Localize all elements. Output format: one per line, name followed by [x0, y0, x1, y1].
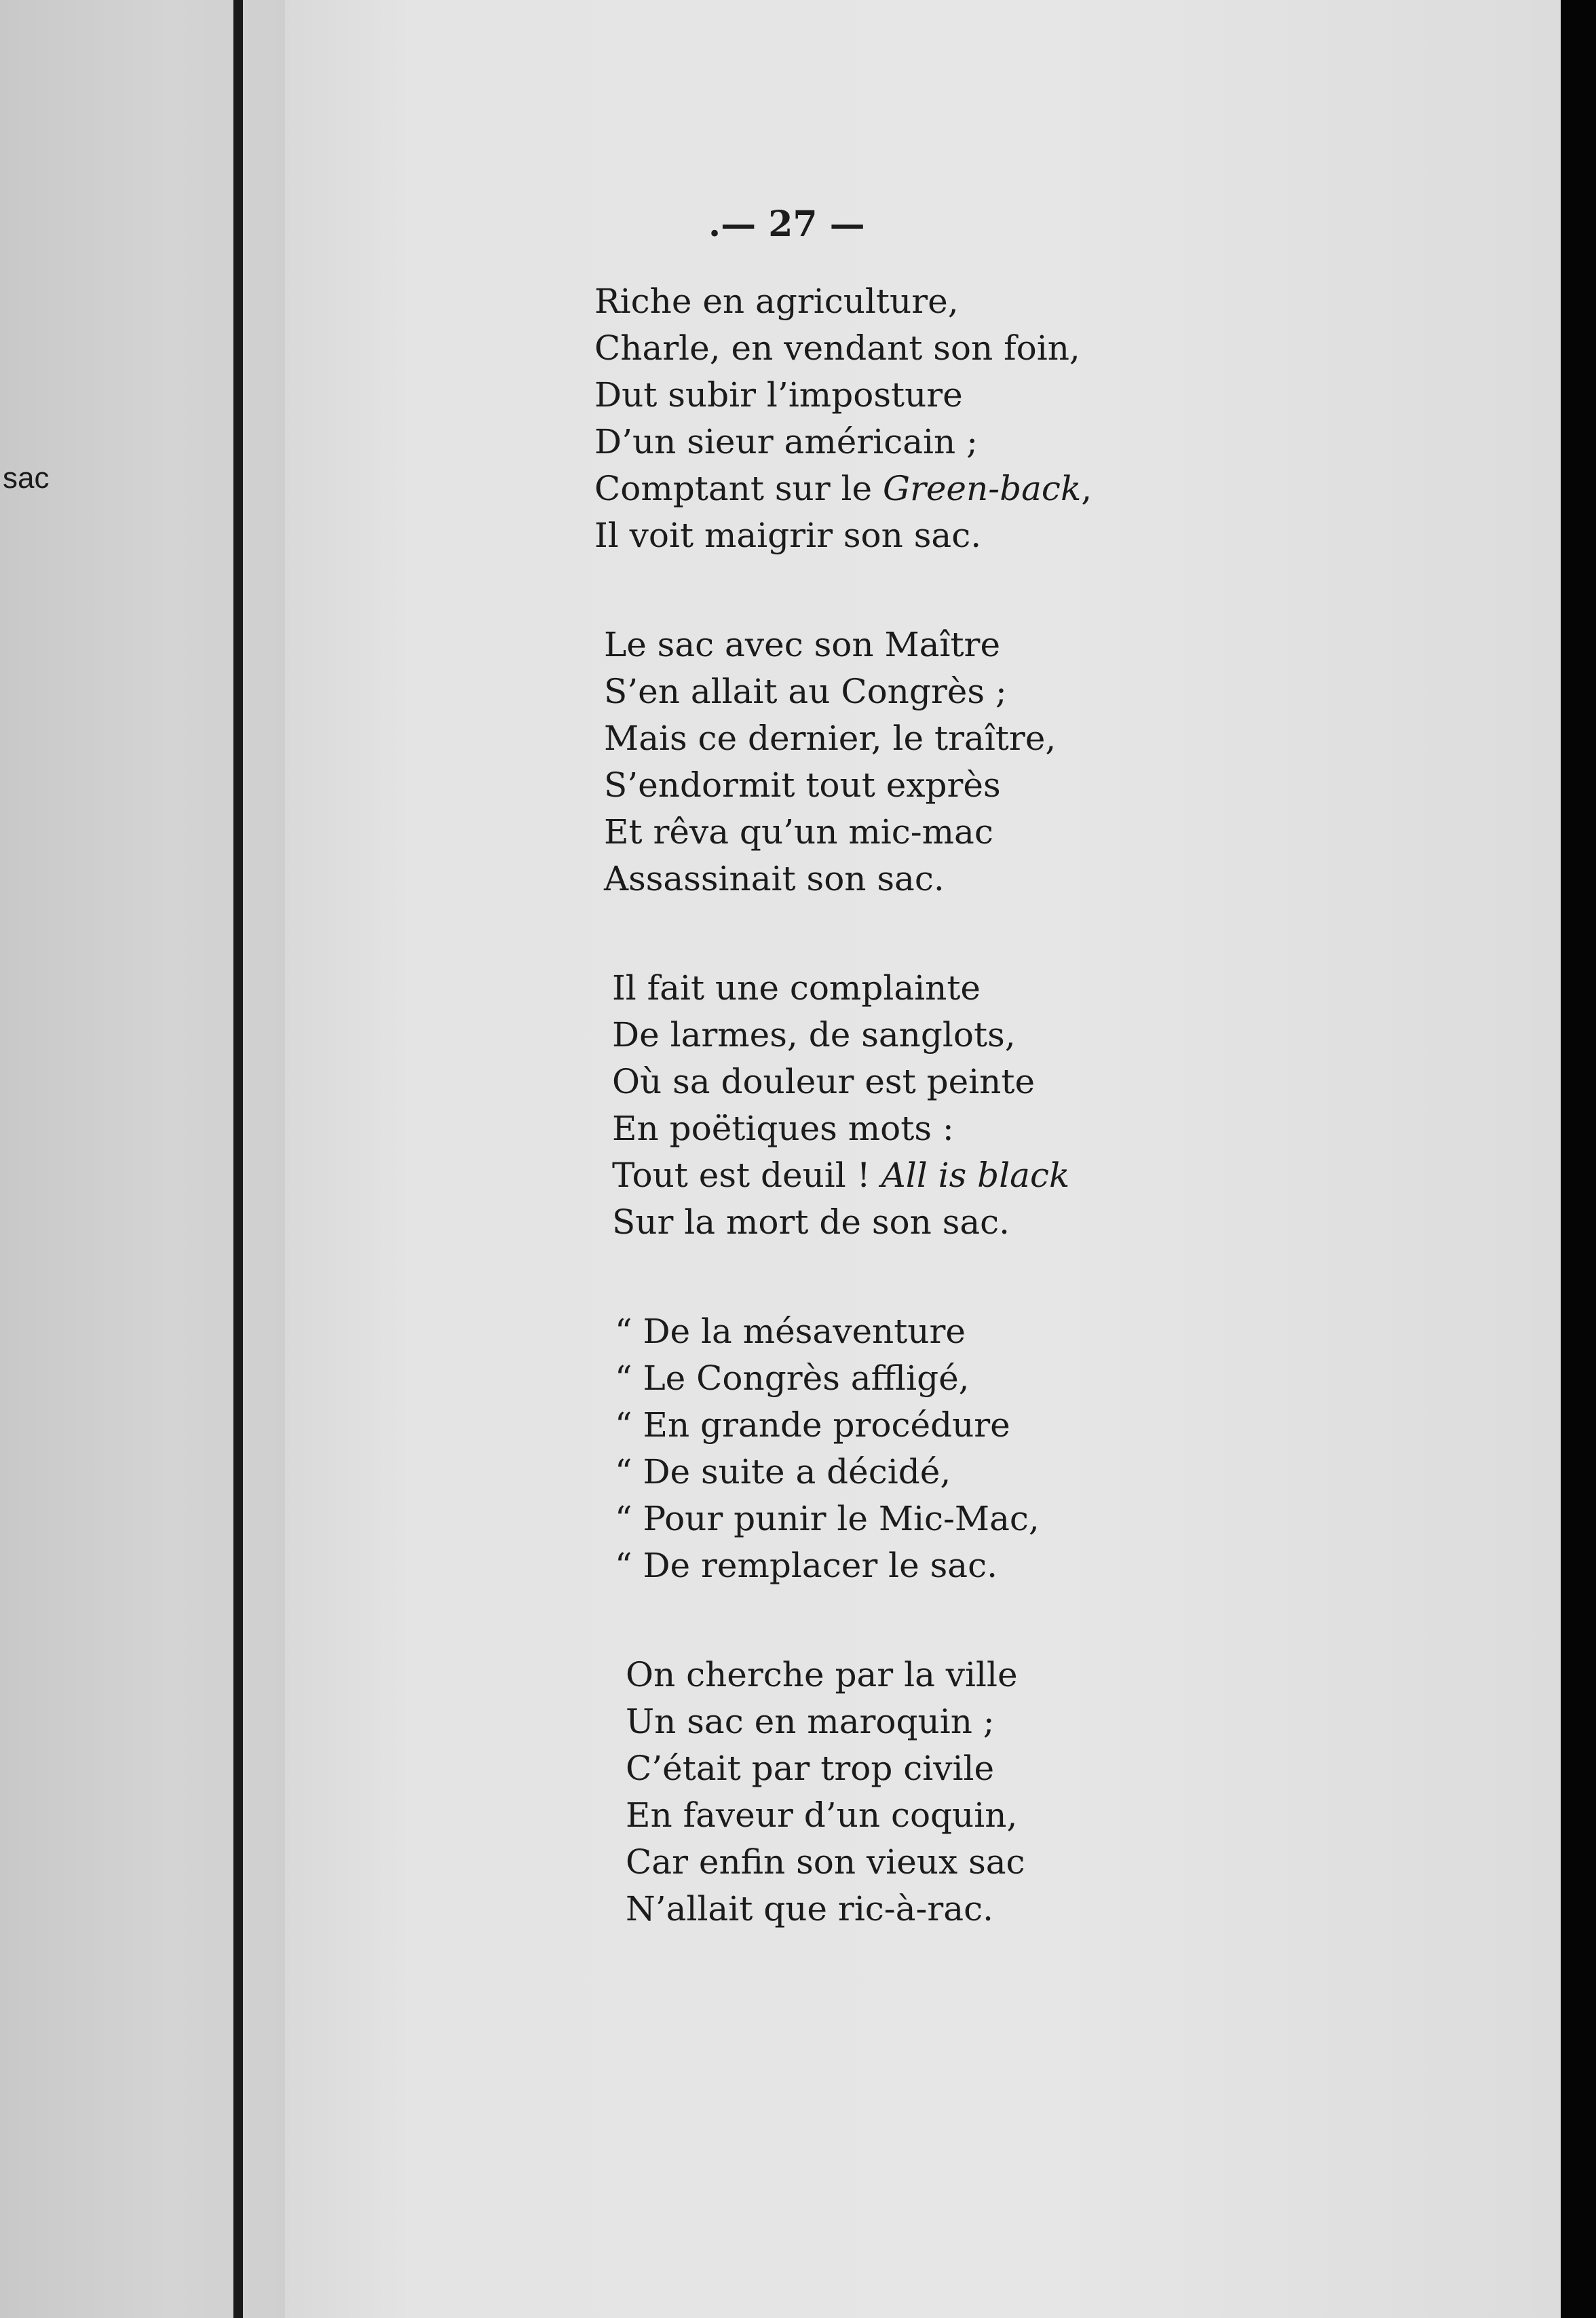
verse-line: N’allait que ric-à-rac.: [626, 1889, 994, 1928]
verse-line: “ Le Congrès affligé,: [615, 1358, 970, 1398]
verse-line: Dut subir l’imposture: [594, 375, 963, 415]
left-page-text-fragment: sac: [3, 461, 50, 495]
page-number: .— 27 —: [708, 204, 865, 245]
verse-line: Il voit maigrir son sac.: [594, 516, 982, 555]
verse-line: Tout est deuil ! All is black: [612, 1156, 1070, 1195]
stanza: [612, 965, 1092, 1246]
verse-line: C’était par trop civile: [626, 1749, 995, 1788]
verse-line: On cherche par la ville: [626, 1655, 1018, 1694]
stanza: [594, 278, 1092, 559]
gutter-rule: [233, 0, 243, 2318]
verse-line: Riche en agriculture,: [594, 282, 959, 321]
verse-line: Assassinait son sac.: [604, 859, 945, 898]
right-scan-edge: [1561, 0, 1596, 2318]
stanza: [626, 1652, 1092, 1933]
verse-line: Charle, en vendant son foin,: [594, 328, 1080, 368]
verse-line: Comptant sur le Green-back,: [594, 469, 1092, 508]
verse-line: De larmes, de sanglots,: [612, 1015, 1016, 1054]
verse-line: “ Pour punir le Mic-Mac,: [615, 1499, 1040, 1538]
verse-line: “ En grande procédure: [615, 1405, 1010, 1445]
verse-line: D’un sieur américain ;: [594, 422, 978, 461]
verse-line: Mais ce dernier, le traître,: [604, 719, 1057, 758]
stanza: [604, 622, 1092, 902]
verse-line: Sur la mort de son sac.: [612, 1202, 1010, 1242]
verse-line: “ De remplacer le sac.: [615, 1546, 998, 1585]
italic-phrase: All is black: [881, 1156, 1070, 1195]
verse-line: Où sa douleur est peinte: [612, 1062, 1036, 1101]
verse-line: Car enfin son vieux sac: [626, 1842, 1025, 1882]
verse-line: “ De la mésaventure: [615, 1312, 966, 1351]
verse-line: Et rêva qu’un mic-mac: [604, 812, 993, 852]
verse-line: S’endormit tout exprès: [604, 765, 1001, 805]
verse-line: En poëtiques mots :: [612, 1109, 954, 1148]
verse-line: Le sac avec son Maître: [604, 625, 1001, 664]
italic-phrase: Green-back: [883, 469, 1082, 508]
verse-line: Il fait une complainte: [612, 968, 981, 1008]
verse-line: S’en allait au Congrès ;: [604, 672, 1007, 711]
stanza: [615, 1308, 1092, 1589]
verse-line: “ De suite a décidé,: [615, 1452, 951, 1492]
verse-line: En faveur d’un coquin,: [626, 1796, 1018, 1835]
verse-line: Un sac en maroquin ;: [626, 1702, 995, 1741]
poem: [594, 278, 1092, 1995]
